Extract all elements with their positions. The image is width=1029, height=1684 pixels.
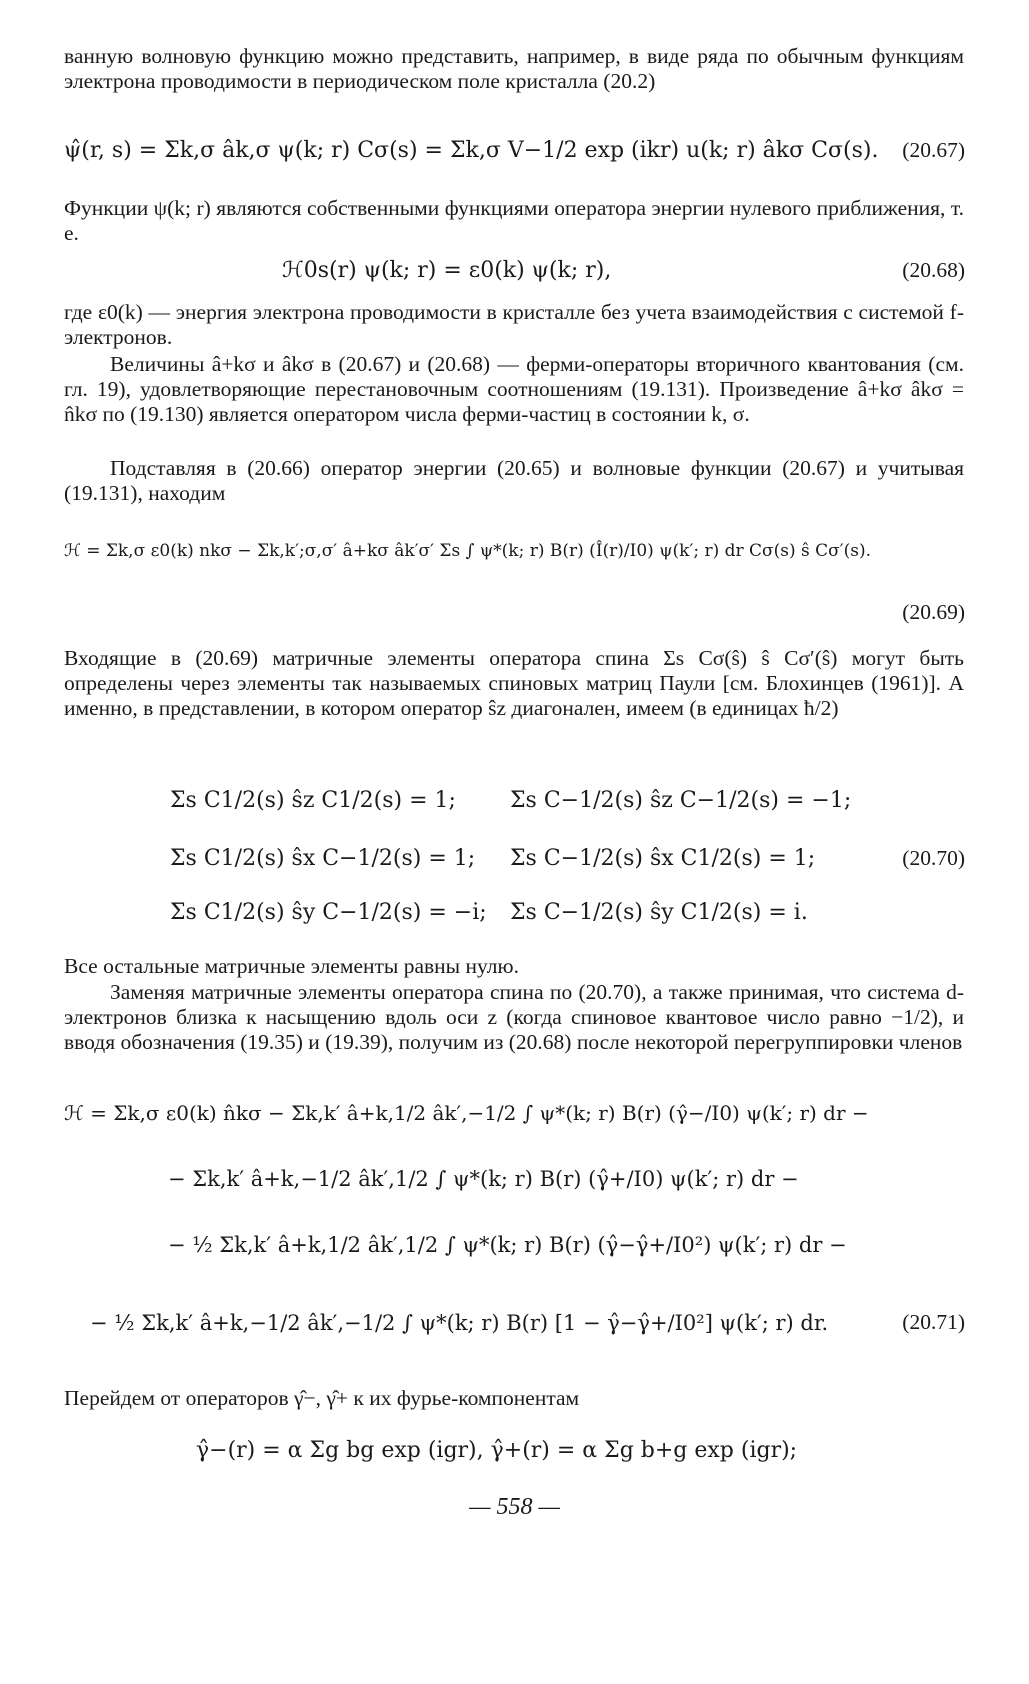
equation-number-20-69: (20.69) [902, 600, 965, 624]
equation-20-67: ψ̂(r, s) = Σk,σ âk,σ ψ(k; r) Cσ(s) = Σk,σ V−1/2 exp (ikr) u(k; r) âkσ Cσ(s). [64, 138, 879, 163]
equation-number-20-71: (20.71) [902, 1310, 965, 1334]
equation-20-70-row2-left: Σs C1/2(s) ŝx C−1/2(s) = 1; [170, 846, 476, 871]
equation-20-70-row1-left: Σs C1/2(s) ŝz C1/2(s) = 1; [170, 788, 456, 813]
equation-20-68: ℋ0s(r) ψ(k; r) = ε0(k) ψ(k; r), [282, 258, 612, 283]
paragraph-fourier: Перейдем от операторов γ̂−, γ̂+ к их фурье-компонентам [64, 1386, 580, 1410]
equation-20-69: ℋ = Σk,σ ε0(k) nkσ − Σk,k′;σ,σ′ â+kσ âk′σ′ Σs ∫ ψ*(k; r) B(r) (Î(r)/I0) ψ(k′; r) dr Cσ(s) ŝ Cσ′(s). [64, 541, 872, 561]
equation-20-70-row1-right: Σs C−1/2(s) ŝz C−1/2(s) = −1; [510, 788, 852, 813]
equation-20-71-line2: − Σk,k′ â+k,−1/2 âk′,1/2 ∫ ψ*(k; r) B(r) (γ̂+/I0) ψ(k′; r) dr − [168, 1167, 799, 1191]
equation-fourier-components: γ̂−(r) = α Σg bg exp (igr), γ̂+(r) = α Σg b+g exp (igr); [196, 1438, 798, 1463]
paragraph-fermi-operators: Величины â+kσ и âkσ в (20.67) и (20.68) — ферми-операторы вторичного квантования (см. гл. 19), удовлетворяющие перестановочным соотношениям (19.131). Произведение â+kσ âkσ = n̂kσ по (19.130) является оператором числа ферми-частиц в состоянии k, σ. [64, 352, 964, 426]
paragraph-energy: где ε0(k) — энергия электрона проводимости в кристалле без учета взаимодействия с системой f-электронов. [64, 300, 964, 349]
equation-20-71-line4: − ½ Σk,k′ â+k,−1/2 âk′,−1/2 ∫ ψ*(k; r) B(r) [1 − γ̂−γ̂+/I0²] ψ(k′; r) dr. [90, 1311, 829, 1335]
equation-20-71-line1: ℋ = Σk,σ ε0(k) n̂kσ − Σk,k′ â+k,1/2 âk′,−1/2 ∫ ψ*(k; r) B(r) (γ̂−/I0) ψ(k′; r) dr − [64, 1101, 869, 1125]
paragraph-eigenfunctions: Функции ψ(k; r) являются собственными функциями оператора энергии нулевого приближения, т. е. [64, 196, 964, 245]
equation-20-70-row2-right: Σs C−1/2(s) ŝx C1/2(s) = 1; [510, 846, 816, 871]
paragraph-replacing: Заменяя матричные элементы оператора спина по (20.70), а также принимая, что система d-электронов близка к насыщению вдоль оси z (когда спиновое квантовое число равно −1/2), и вводя обозначения (19.35) и (19.39), получим из (20.68) после некоторой перегруппировки членов [64, 980, 964, 1054]
paragraph-substituting: Подставляя в (20.66) оператор энергии (20.65) и волновые функции (20.67) и учитывая (19.131), находим [64, 456, 964, 505]
paragraph-intro: ванную волновую функцию можно представить, например, в виде ряда по обычным функциям электрона проводимости в периодическом поле кристалла (20.2) [64, 44, 964, 93]
paragraph-other-elements: Все остальные матричные элементы равны нулю. [64, 954, 519, 978]
equation-number-20-68: (20.68) [902, 258, 965, 282]
page-number: — 558 — [469, 1494, 560, 1520]
paragraph-pauli: Входящие в (20.69) матричные элементы оператора спина Σs Cσ(ŝ) ŝ Cσ′(ŝ) могут быть определены через элементы так называемых спиновых матриц Паули [см. Блохинцев (1961)]. А именно, в представлении, в котором оператор ŝz диагонален, имеем (в единицах ħ/2) [64, 646, 964, 720]
equation-number-20-70: (20.70) [902, 846, 965, 870]
equation-number-20-67: (20.67) [902, 138, 965, 162]
equation-20-71-line3: − ½ Σk,k′ â+k,1/2 âk′,1/2 ∫ ψ*(k; r) B(r) (γ̂−γ̂+/I0²) ψ(k′; r) dr − [168, 1233, 847, 1257]
equation-20-70-row3-right: Σs C−1/2(s) ŝy C1/2(s) = i. [510, 900, 808, 925]
equation-20-70-row3-left: Σs C1/2(s) ŝy C−1/2(s) = −i; [170, 900, 487, 925]
